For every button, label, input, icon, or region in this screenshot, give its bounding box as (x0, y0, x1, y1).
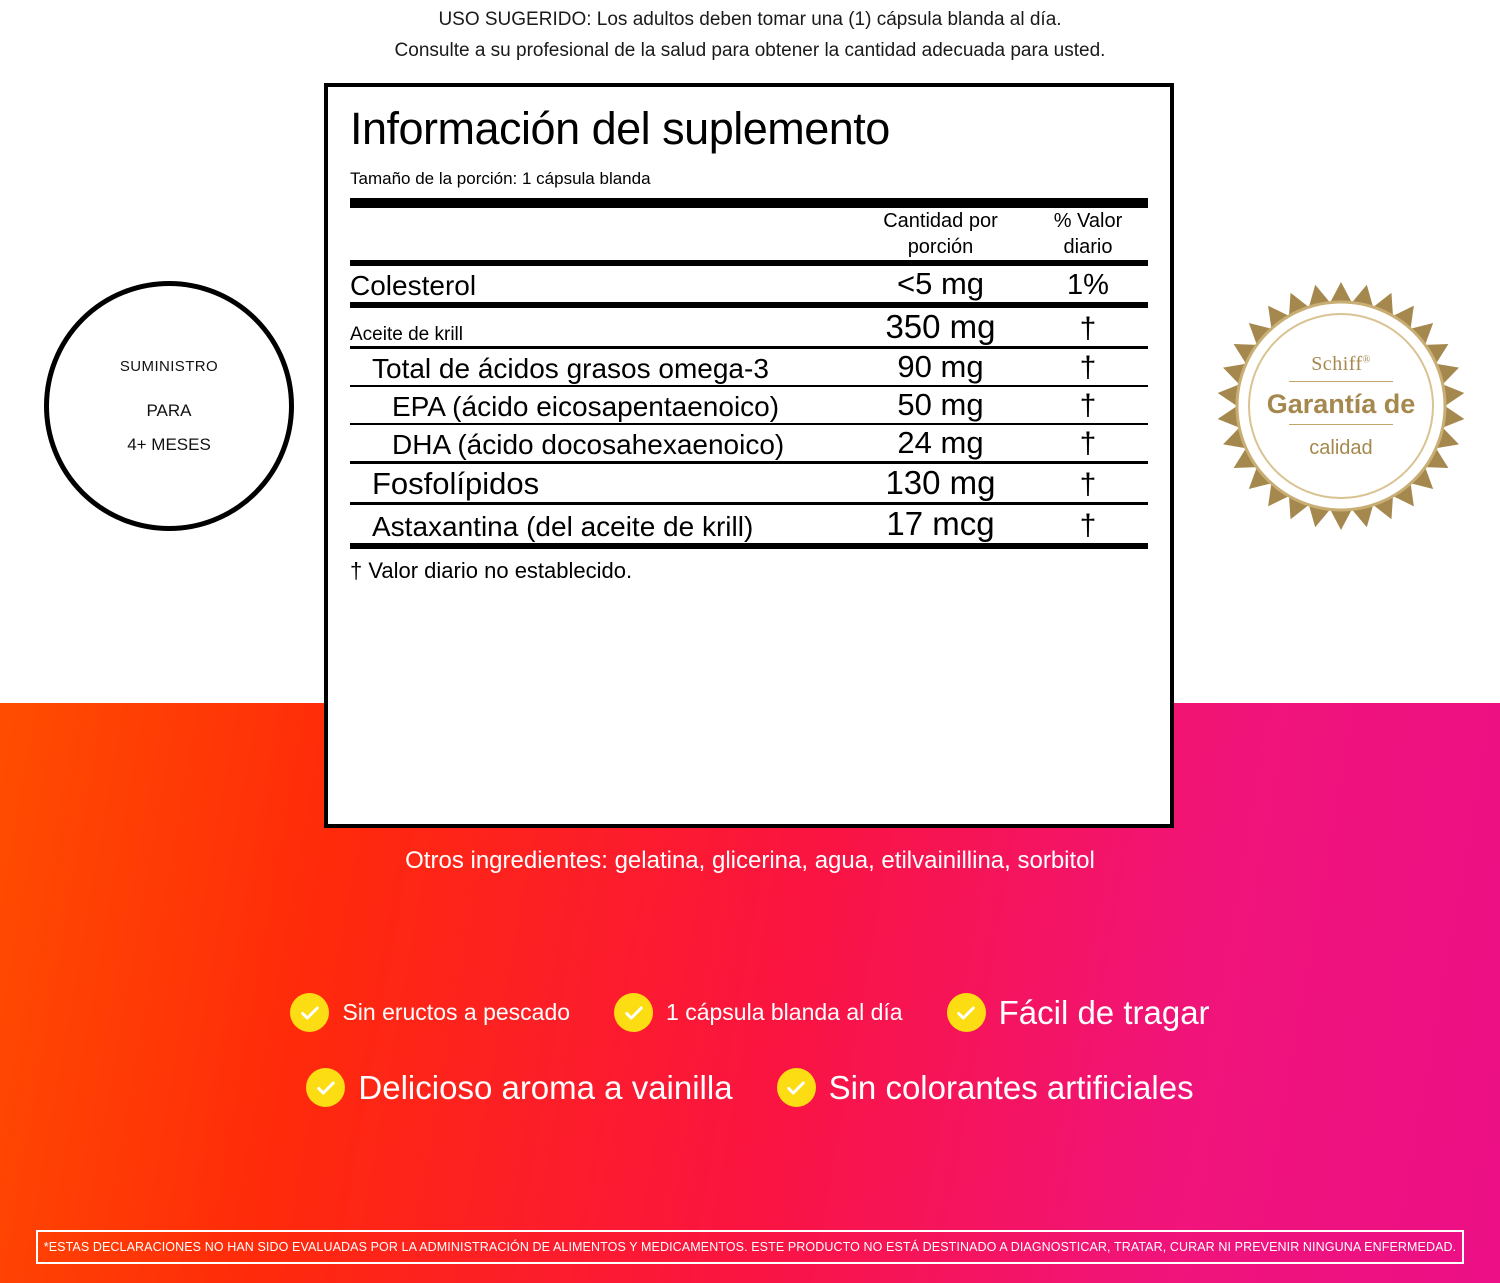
daily-value-footnote: † Valor diario no establecido. (350, 558, 633, 583)
supply-badge (44, 281, 294, 531)
header-amount (853, 208, 1028, 260)
benefit-item (306, 1068, 732, 1107)
benefit-label: Sin eructos a pescado (342, 999, 571, 1025)
benefit-item (777, 1068, 1194, 1107)
header-dv-line-1: % Valor (1053, 210, 1123, 232)
nutrient-amount: 50 mg (897, 387, 984, 422)
nutrient-amount: 130 mg (885, 464, 996, 501)
nutrient-name: Colesterol (350, 270, 477, 301)
nutrient-dv: 1% (1067, 269, 1109, 301)
table-row (350, 464, 1148, 502)
seal-registered-mark: ® (1362, 353, 1371, 365)
table-row (350, 266, 1148, 302)
nutrient-amount: 90 mg (897, 349, 984, 384)
supply-badge-line-1: SUMINISTRO (119, 357, 219, 375)
supply-badge-line-2: PARA (146, 400, 192, 420)
suggested-use-text (0, 4, 1500, 66)
benefit-item (290, 993, 570, 1032)
seal-sub-text: calidad (1309, 436, 1373, 459)
header-spacer (350, 208, 853, 260)
nutrient-amount: <5 mg (896, 266, 985, 301)
nutrient-name: Total de ácidos grasos omega-3 (372, 353, 769, 384)
suggested-use-line-2: Consulte a su profesional de la salud para obtener la cantidad adecuada para usted. (394, 40, 1106, 61)
panel-title: Información del suplemento (350, 103, 890, 154)
header-amount-line-2: porción (907, 236, 974, 258)
benefits-row-2 (0, 1068, 1500, 1107)
nutrient-name: EPA (ácido eicosapentaenoico) (392, 391, 780, 422)
nutrient-name: Astaxantina (del aceite de krill) (372, 511, 754, 542)
table-row (350, 308, 1148, 346)
nutrient-name: Aceite de krill (350, 324, 463, 345)
benefits-row-1 (0, 993, 1500, 1032)
nutrient-dv: † (1079, 351, 1097, 384)
nutrient-dv: † (1079, 389, 1097, 422)
nutrient-amount: 17 mcg (886, 505, 995, 542)
supplement-facts-table (350, 208, 1148, 260)
quality-guarantee-seal (1216, 281, 1466, 531)
table-row (350, 387, 1148, 423)
nutrient-amount: 24 mg (897, 425, 984, 460)
nutrient-dv: † (1079, 468, 1097, 501)
benefit-label: Sin colorantes artificiales (828, 1068, 1194, 1106)
seal-divider (1289, 381, 1393, 382)
supply-badge-line-3: 4+ MESES (127, 434, 211, 454)
benefit-item (614, 993, 903, 1032)
benefit-label: Delicioso aroma a vainilla (358, 1068, 733, 1106)
nutrient-dv: † (1079, 427, 1097, 460)
fda-disclaimer: *ESTAS DECLARACIONES NO HAN SIDO EVALUADAS POR LA ADMINISTRACIÓN DE ALIMENTOS Y MEDICAMENTOS. ESTE PRODUCTO NO ESTÁ DESTINADO A DIAGNOSTICAR, TRATAR, CURAR NI PREVENIR NINGUNA ENFERMEDAD. (36, 1230, 1464, 1264)
table-row (350, 505, 1148, 543)
suggested-use-line-1: USO SUGERIDO: Los adultos deben tomar una (1) cápsula blanda al día. (438, 9, 1062, 30)
table-header-row (350, 208, 1148, 260)
benefit-item (947, 993, 1210, 1032)
benefit-label: 1 cápsula blanda al día (666, 999, 903, 1025)
check-icon (777, 1068, 816, 1107)
nutrient-name: Fosfolípidos (372, 466, 540, 501)
check-icon (614, 993, 653, 1032)
check-icon (290, 993, 329, 1032)
serving-size: Tamaño de la porción: 1 cápsula blanda (350, 169, 651, 188)
header-amount-line-1: Cantidad por (883, 210, 998, 232)
seal-main-text: Garantía de (1266, 388, 1416, 419)
header-daily-value (1028, 208, 1148, 260)
supplement-facts-panel (324, 83, 1174, 828)
nutrient-name: DHA (ácido docosahexaenoico) (392, 429, 785, 460)
seal-divider-2 (1289, 424, 1393, 425)
rule-top-thick (350, 198, 1148, 208)
nutrient-dv: † (1079, 509, 1097, 542)
nutrient-amount: 350 mg (885, 308, 996, 345)
seal-brand: Schiff® (1311, 352, 1371, 375)
table-row (350, 425, 1148, 461)
check-icon (947, 993, 986, 1032)
nutrient-dv: † (1079, 312, 1097, 345)
header-dv-line-2: diario (1063, 236, 1113, 258)
table-row (350, 349, 1148, 385)
benefit-label: Fácil de tragar (998, 993, 1210, 1031)
check-icon (306, 1068, 345, 1107)
other-ingredients: Otros ingredientes: gelatina, glicerina, agua, etilvainillina, sorbitol (405, 847, 1095, 874)
